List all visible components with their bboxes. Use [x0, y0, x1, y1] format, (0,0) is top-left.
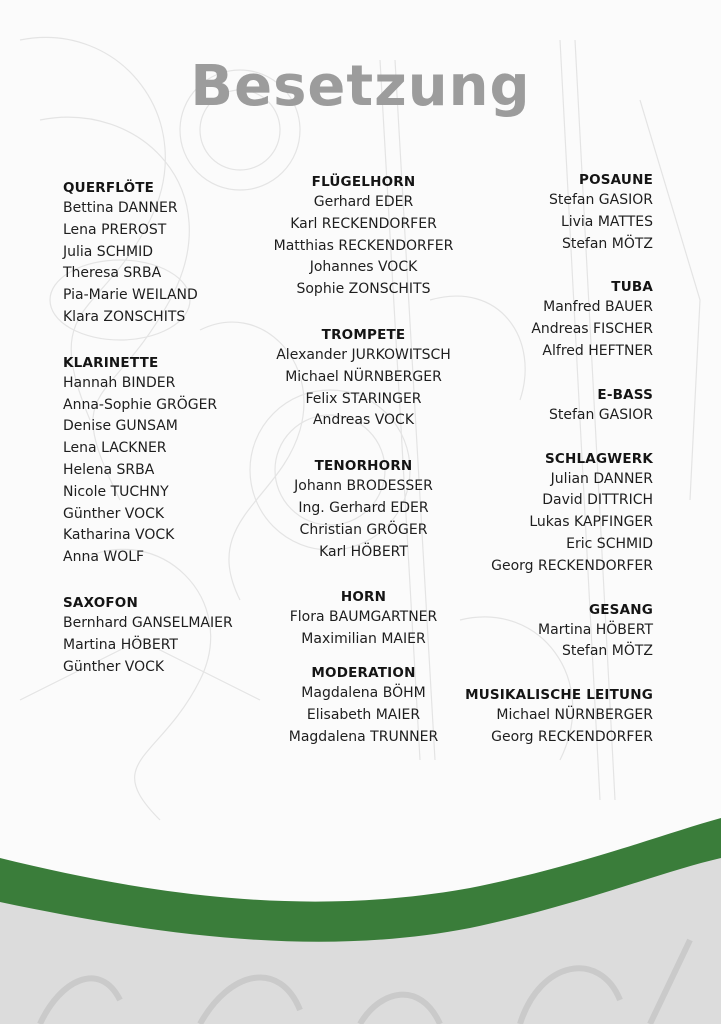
section-title: KLARINETTE	[63, 354, 159, 371]
section-title: MUSIKALISCHE LEITUNG	[465, 687, 653, 704]
member-name: Anna-Sophie GRÖGER	[63, 396, 218, 413]
member-name: Alexander JURKOWITSCH	[276, 346, 451, 363]
member-name: Katharina VOCK	[63, 527, 175, 544]
member-name: Denise GUNSAM	[63, 418, 178, 435]
member-name: Lena PREROST	[63, 221, 167, 238]
section-title: TENORHORN	[314, 458, 413, 475]
member-name: Lukas KAPFINGER	[529, 514, 653, 531]
member-name: Elisabeth MAIER	[306, 706, 421, 723]
member-name: Christian GRÖGER	[299, 521, 428, 538]
member-name: Stefan MÖTZ	[561, 643, 653, 660]
member-name: Helena SRBA	[63, 461, 155, 478]
member-name: Ing. Gerhard EDER	[298, 499, 429, 516]
section-title: TUBA	[611, 279, 653, 296]
member-name: Maximilian MAIER	[301, 631, 426, 648]
member-name: Alfred HEFTNER	[542, 342, 653, 359]
section-title: FLÜGELHORN	[311, 174, 416, 190]
section-title: QUERFLÖTE	[63, 180, 155, 196]
member-name: Stefan GASIOR	[548, 406, 653, 423]
member-name: Eric SCHMID	[566, 535, 653, 552]
page-title: Besetzung	[190, 54, 531, 119]
member-name: Johann BRODESSER	[294, 478, 433, 495]
member-name: Stefan GASIOR	[548, 192, 653, 208]
member-name: Klara ZONSCHITS	[63, 308, 186, 325]
member-name: Julia SCHMID	[63, 243, 153, 260]
member-name: Magdalena TRUNNER	[288, 728, 439, 745]
member-name: Gerhard EDER	[313, 194, 414, 210]
member-name: Lena LACKNER	[63, 440, 167, 457]
member-name: Günther VOCK	[63, 658, 165, 675]
section-title: SAXOFON	[63, 594, 138, 611]
member-name: Georg RECKENDORFER	[491, 557, 653, 574]
member-name: Michael NÜRNBERGER	[285, 368, 442, 385]
member-name: Martina HÖBERT	[538, 621, 653, 638]
member-name: Julian DANNER	[550, 470, 653, 487]
member-name: Hannah BINDER	[63, 374, 176, 391]
member-name: Bernhard GANSELMAIER	[63, 614, 233, 631]
member-name: Bettina DANNER	[63, 200, 178, 216]
member-name: Anna WOLF	[63, 549, 145, 566]
section-title: HORN	[340, 589, 387, 606]
section-title: MODERATION	[311, 664, 416, 681]
member-name: David DITTRICH	[542, 492, 653, 509]
section-title: POSAUNE	[578, 172, 653, 188]
member-name: Johannes VOCK	[309, 259, 418, 276]
member-name: Pia-Marie WEILAND	[63, 287, 198, 304]
section-title: E-BASS	[597, 386, 653, 403]
member-name: Felix STARINGER	[305, 390, 422, 407]
member-name: Karl RECKENDORFER	[290, 215, 437, 232]
member-name: Stefan MÖTZ	[561, 235, 653, 252]
section-title: TROMPETE	[321, 326, 406, 343]
member-name: Georg RECKENDORFER	[491, 728, 653, 745]
member-name: Manfred BAUER	[543, 299, 653, 316]
section-title: SCHLAGWERK	[544, 450, 653, 467]
member-name: Flora BAUMGARTNER	[289, 609, 438, 626]
member-name: Martina HÖBERT	[63, 636, 178, 653]
member-name: Matthias RECKENDORFER	[273, 237, 454, 254]
member-name: Michael NÜRNBERGER	[496, 707, 653, 724]
section-title: GESANG	[588, 601, 653, 618]
member-name: Sophie ZONSCHITS	[296, 281, 431, 298]
member-name: Andreas FISCHER	[531, 321, 653, 338]
member-name: Nicole TUCHNY	[63, 483, 169, 500]
member-name: Theresa SRBA	[63, 265, 162, 282]
member-name: Andreas VOCK	[312, 412, 415, 429]
member-name: Magdalena BÖHM	[301, 684, 426, 701]
member-name: Livia MATTES	[560, 213, 653, 230]
member-name: Günther VOCK	[63, 505, 165, 522]
member-name: Karl HÖBERT	[319, 543, 408, 560]
